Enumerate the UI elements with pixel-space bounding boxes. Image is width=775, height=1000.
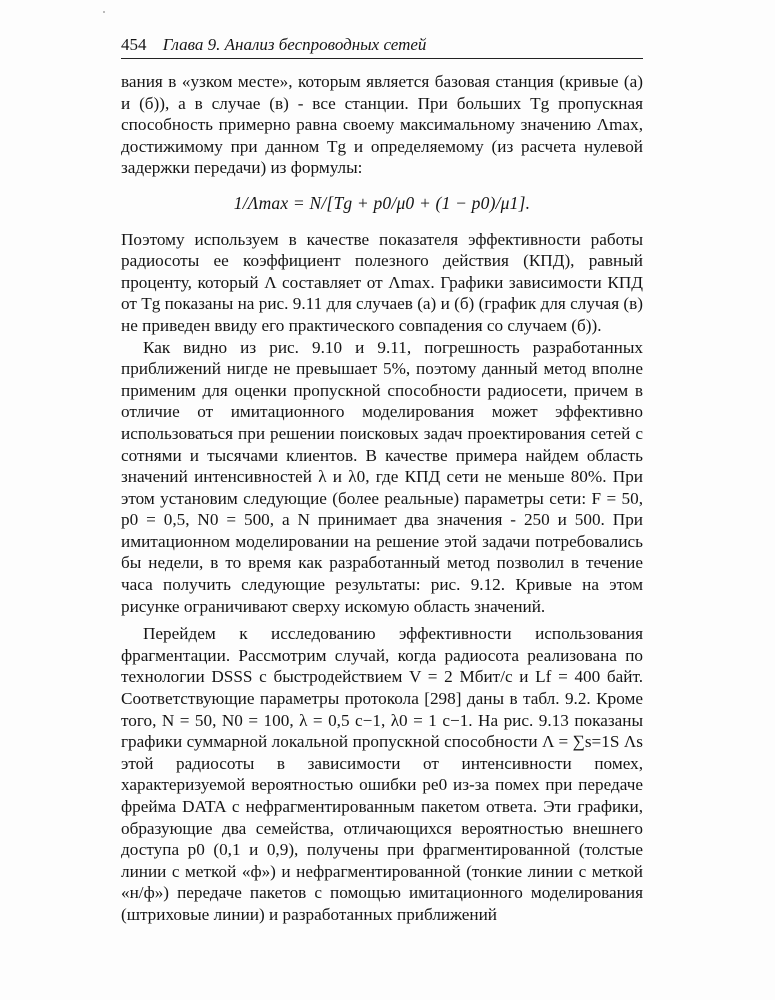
- paragraph-4: Перейдем к исследованию эффективности использования фрагментации. Рассмотрим случай, когда радиосота реализована по технологии DSSS с быстродействием V = 2 Мбит/с и Lf = 400 байт. Соответствующие параметры протокола [298] даны в табл. 9.2. Кроме того, N = 50, N0 = 100, λ = 0,5 c−1, λ0 = 1 c−1. На рис. 9.13 показаны графики суммарной локальной пропускной способности Λ = ∑s=1S Λs этой радиосоты в зависимости от интенсивности помех, характеризуемой вероятностью ошибки pe0 из-за помех при передаче фрейма DATA с нефрагментированным пакетом ответа. Эти графики, образующие два семейства, отличающихся вероятностью внешнего доступа p0 (0,1 и 0,9), получены при фрагментированной (толстые линии с меткой «ф») и нефрагментированной (тонкие линии с меткой «н/ф») передаче пакетов с помощью имитационного моделирования (штриховые линии) и разработанных приближений: [121, 624, 643, 924]
- paragraph-3: Как видно из рис. 9.10 и 9.11, погрешность разработанных приближений нигде не превышает 5%, поэтому данный метод вполне применим для оценки пропускной способности радиосети, причем в отличие от имитационного моделирования может эффективно использоваться при решении поисковых задач проектирования сетей с сотнями и тысячами клиентов. В качестве примера найдем область значений интенсивностей λ и λ0, где КПД сети не меньше 80%. При этом установим следующие (более реальные) параметры сети: F = 50, p0 = 0,5, N0 = 500, а N принимает два значения - 250 и 500. При имитационном моделировании на решение этой задачи потребовались бы недели, в то время как разработанный метод позволил в течение часа получить следующие результаты: рис. 9.12. Кривые на этом рисунке ограничивают сверху искомую область значений.: [121, 337, 643, 616]
- running-header: [121, 34, 643, 58]
- header-rule: [121, 58, 643, 59]
- paragraph-2: Поэтому используем в качестве показателя эффективности работы радиосоты ее коэффициент полезного действия (КПД), равный проценту, который Λ составляет от Λmax. Графики зависимости КПД от Tg показаны на рис. 9.11 для случаев (а) и (б) (график для случая (в) не приведен ввиду его практического совпадения со случаем (б)).: [121, 229, 643, 335]
- chapter-title: Глава 9. Анализ беспроводных сетей: [162, 35, 427, 54]
- paragraph-1: вания в «узком месте», которым является базовая станция (кривые (а) и (б)), а в случае (в) - все станции. При больших Tg пропускная способность примерно равна своему максимальному значению Λmax, достижимому при данном Tg и определяемому (из расчета нулевой задержки передачи) из формулы:: [121, 72, 643, 178]
- scan-dot: [103, 11, 105, 13]
- body-text: [121, 71, 643, 926]
- formula: 1/Λmax = N/[Tg + p0/μ0 + (1 − p0)/μ1].: [233, 192, 531, 213]
- page-number: 454: [121, 35, 147, 54]
